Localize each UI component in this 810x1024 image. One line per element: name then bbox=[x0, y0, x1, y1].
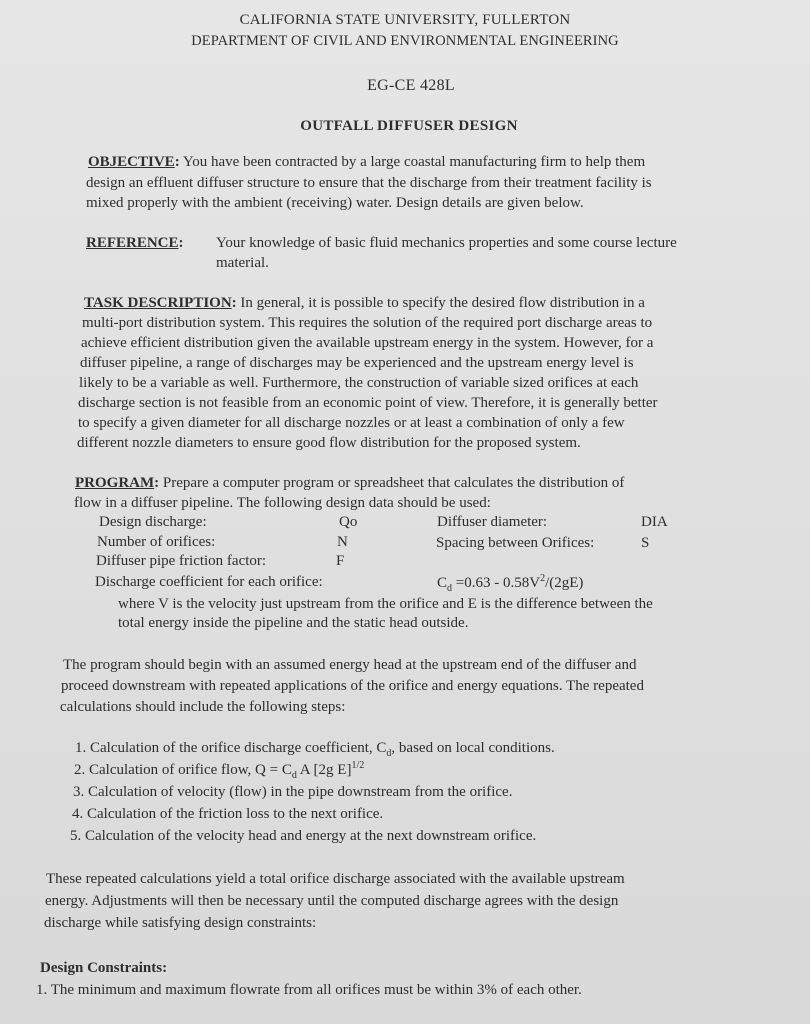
course-code: EG-CE 428L bbox=[367, 77, 455, 94]
objective-first-line: OBJECTIVE: You have been contracted by a large coastal manufacturing firm to help them bbox=[88, 154, 646, 170]
reference-heading: REFERENCE: bbox=[86, 235, 184, 251]
diffuser-diameter-symbol: DIA bbox=[641, 514, 668, 530]
step-4: 4. Calculation of the friction loss to the next orifice. bbox=[72, 806, 384, 822]
objective-text-1: You have been contracted by a large coastal manufacturing firm to help them bbox=[182, 154, 646, 170]
reference-text-2: material. bbox=[216, 255, 269, 271]
task-text-4: diffuser pipeline, a range of discharges may be experienced and the upstream energy level is bbox=[80, 355, 634, 371]
task-text-6: discharge section is not feasible from an economic point of view. Therefore, it is generally better bbox=[78, 395, 658, 411]
department-name: DEPARTMENT OF CIVIL AND ENVIRONMENTAL ENGINEERING bbox=[191, 33, 619, 49]
program-text-2: flow in a diffuser pipeline. The following design data should be used: bbox=[74, 495, 491, 511]
where-text-1: where V is the velocity just upstream from the orifice and E is the difference between the bbox=[118, 596, 653, 612]
task-label: TASK DESCRIPTION bbox=[84, 295, 232, 311]
design-discharge-label: Design discharge: bbox=[99, 514, 207, 530]
spacing-symbol: S bbox=[641, 535, 650, 551]
objective-text-3: mixed properly with the ambient (receiving) water. Design details are given below. bbox=[86, 195, 584, 211]
task-text-7: to specify a given diameter for all discharge nozzles or at least a combination of only a few bbox=[78, 415, 625, 431]
step-1: 1. Calculation of the orifice discharge coefficient, $C_d$, based on local conditions. bbox=[75, 740, 555, 759]
program-label: PROGRAM bbox=[75, 475, 155, 491]
program-first-line: PROGRAM: Prepare a computer program or spreadsheet that calculates the distribution of bbox=[75, 475, 625, 491]
constraint-1: 1. The minimum and maximum flowrate from all orifices must be within 3% of each other. bbox=[36, 982, 582, 998]
num-orifices-label: Number of orifices: bbox=[97, 534, 216, 550]
step-3: 3. Calculation of velocity (flow) in the pipe downstream from the orifice. bbox=[73, 784, 513, 800]
university-name: CALIFORNIA STATE UNIVERSITY, FULLERTON bbox=[239, 12, 571, 28]
summary-text-1: These repeated calculations yield a total orifice discharge associated with the available upstream bbox=[46, 871, 625, 887]
constraints-heading: Design Constraints: bbox=[40, 960, 168, 976]
program-text-1: Prepare a computer program or spreadsheet that calculates the distribution of bbox=[162, 475, 625, 491]
document-title: OUTFALL DIFFUSER DESIGN bbox=[300, 118, 518, 134]
friction-factor-label: Diffuser pipe friction factor: bbox=[96, 553, 267, 569]
spacing-label: Spacing between Orifices: bbox=[436, 535, 595, 551]
objective-text-2: design an effluent diffuser structure to ensure that the discharge from their treatment facility is bbox=[86, 175, 652, 191]
design-discharge-symbol: Qo bbox=[339, 514, 358, 530]
task-text-2: multi-port distribution system. This requires the solution of the required port discharge areas to bbox=[82, 315, 653, 331]
procedure-text-1: The program should begin with an assumed energy head at the upstream end of the diffuser and bbox=[63, 657, 637, 673]
task-text-5: likely to be a variable as well. Furthermore, the construction of variable sized orifices at each bbox=[79, 375, 639, 391]
discharge-coefficient-label: Discharge coefficient for each orifice: bbox=[95, 574, 323, 590]
objective-label: OBJECTIVE bbox=[88, 154, 175, 170]
diffuser-diameter-label: Diffuser diameter: bbox=[437, 514, 548, 530]
task-text-1: In general, it is possible to specify the desired flow distribution in a bbox=[240, 295, 645, 311]
num-orifices-symbol: N bbox=[337, 534, 348, 550]
step-5: 5. Calculation of the velocity head and energy at the next downstream orifice. bbox=[70, 828, 537, 844]
discharge-coefficient-formula: $C_d =0.63 - 0.58V^2/(2gE)$ bbox=[437, 573, 584, 594]
summary-text-3: discharge while satisfying design constraints: bbox=[44, 915, 317, 931]
summary-text-2: energy. Adjustments will then be necessary until the computed discharge agrees with the design bbox=[45, 893, 619, 909]
procedure-text-2: proceed downstream with repeated applications of the orifice and energy equations. The repeated bbox=[61, 678, 644, 694]
task-text-3: achieve efficient distribution given the available upstream energy in the system. However, for a bbox=[81, 335, 654, 351]
step-2: 2. Calculation of orifice flow, $Q = C_d$ A [2g E]$^{1/2}$ bbox=[74, 760, 365, 781]
procedure-text-3: calculations should include the following steps: bbox=[60, 699, 346, 715]
friction-factor-symbol: F bbox=[336, 553, 345, 569]
reference-label: REFERENCE bbox=[86, 235, 179, 251]
task-text-8: different nozzle diameters to ensure good flow distribution for the proposed system. bbox=[77, 435, 581, 451]
where-text-2: total energy inside the pipeline and the static head outside. bbox=[118, 615, 469, 631]
reference-text-1: Your knowledge of basic fluid mechanics properties and some course lecture bbox=[216, 235, 677, 251]
task-first-line: TASK DESCRIPTION: In general, it is possible to specify the desired flow distribution in a bbox=[84, 295, 645, 311]
